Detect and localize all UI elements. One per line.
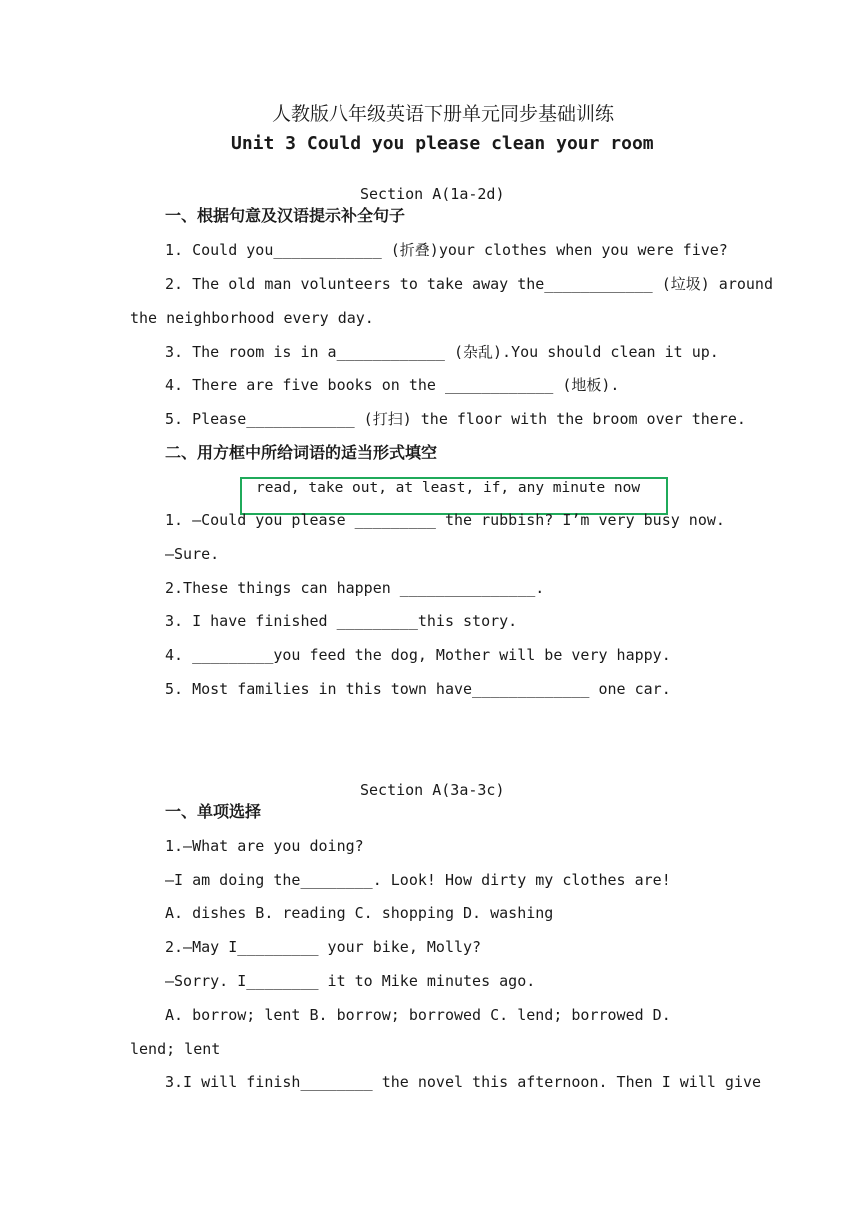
question-line: 2.These things can happen _______________. [165,579,545,597]
question-line: the neighborhood every day. [130,309,374,327]
options-line: A. dishes B. reading C. shopping D. washing [165,904,554,922]
question-line: 4. There are five books on the ____________ (地板). [165,376,620,394]
question-line: —I am doing the________. Look! How dirty my clothes are! [165,871,671,889]
question-line: —Sure. [165,545,220,563]
question-line: 3. I have finished _________this story. [165,612,518,630]
question-line: 3. The room is in a____________ (杂乱).You should clean it up. [165,343,719,361]
section-title: Section A(1a-2d) [360,185,505,203]
options-line: lend; lent [130,1040,221,1058]
part-heading: 二、用方框中所给词语的适当形式填空 [165,443,438,462]
question-line: 1. —Could you please _________ the rubbish? I’m very busy now. [165,511,725,529]
question-line: 5. Most families in this town have_____________ one car. [165,680,671,698]
document-title-chinese: 人教版八年级英语下册单元同步基础训练 [272,103,615,125]
options-line: A. borrow; lent B. borrow; borrowed C. lend; borrowed D. [165,1006,671,1024]
section-title: Section A(3a-3c) [360,781,505,799]
question-line: —Sorry. I________ it to Mike minutes ago. [165,972,536,990]
question-line: 2. The old man volunteers to take away the____________ (垃圾) around [165,275,773,293]
question-line: 1.—What are you doing? [165,837,364,855]
question-line: 1. Could you____________ (折叠)your clothes when you were five? [165,241,728,259]
document-title-english: Unit 3 Could you please clean your room [231,133,654,154]
question-line: 2.—May I_________ your bike, Molly? [165,938,482,956]
question-line: 4. _________you feed the dog, Mother will be very happy. [165,646,671,664]
part-heading: 一、单项选择 [165,802,262,821]
question-line: 5. Please____________ (打扫) the floor with the broom over there. [165,410,746,428]
word-bank-text: read, take out, at least, if, any minute now [256,480,641,496]
question-line: 3.I will finish________ the novel this afternoon. Then I will give [165,1073,762,1091]
part-heading: 一、根据句意及汉语提示补全句子 [165,206,406,225]
